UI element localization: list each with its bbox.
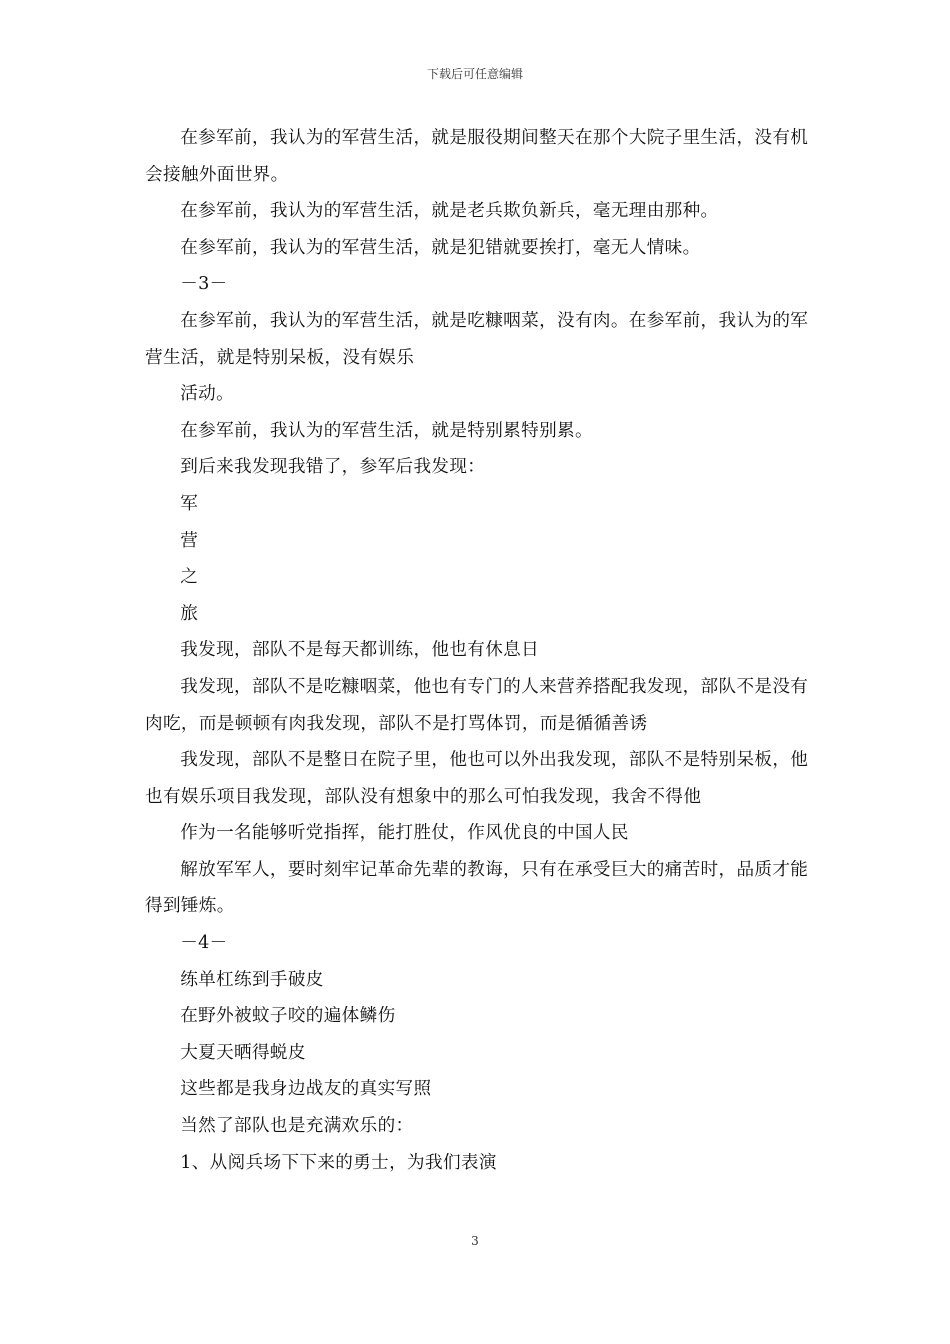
paragraph: 练单杠练到手破皮 [180,969,324,990]
paragraph: 作为一名能够听党指挥，能打胜仗，作风优良的中国人民 [180,823,629,844]
document-body [145,120,810,1181]
paragraph: 在参军前，我认为的军营生活，就是特别累特别累。 [180,420,593,441]
paragraph: 在参军前，我认为的军营生活，就是吃糠咽菜，没有肉。在参军前，我认为的军营生活，就是特别呆板，没有娱乐 [145,310,809,368]
paragraph: 我发现，部队不是整日在院子里，他也可以外出我发现，部队不是特别呆板，他也有娱乐项目我发现，部队没有想象中的那么可怕我发现，我舍不得他 [145,750,809,807]
vertical-title-char: 之 [180,567,199,588]
vertical-title-char: 旅 [180,603,199,624]
paragraph: 在野外被蚊子咬的遍体鳞伤 [180,1006,396,1027]
paragraph: 大夏天晒得蜕皮 [180,1042,306,1063]
paragraph: 我发现，部队不是每天都训练，他也有休息日 [180,640,540,661]
paragraph: 在参军前，我认为的军营生活，就是老兵欺负新兵，毫无理由那种。 [180,201,719,222]
paragraph: 在参军前，我认为的军营生活，就是犯错就要挨打，毫无人情味。 [180,237,701,258]
paragraph: 我发现，部队不是吃糠咽菜，他也有专门的人来营养搭配我发现，部队不是没有肉吃，而是顿顿有肉我发现，部队不是打骂体罚，而是循循善诱 [145,676,809,734]
paragraph: 在参军前，我认为的军营生活，就是服役期间整天在那个大院子里生活，没有机会接触外面世界。 [145,128,809,185]
paragraph: 解放军军人，要时刻牢记革命先辈的教诲，只有在承受巨大的痛苦时，品质才能得到锤炼。 [145,859,809,917]
page-header: 下载后可任意编辑 [426,67,523,81]
paragraph: 这些都是我身边战友的真实写照 [180,1079,432,1100]
paragraph: 1、从阅兵场下下来的勇士，为我们表演 [180,1152,497,1173]
paragraph: 到后来我发现我错了，参军后我发现： [180,457,486,478]
vertical-title-char: 营 [180,530,199,551]
section-marker: －3－ [180,274,228,295]
vertical-title-char: 军 [180,493,199,514]
section-marker: －4－ [180,933,228,954]
paragraph: 活动。 [180,384,235,405]
page-number: 3 [471,1234,479,1248]
paragraph: 当然了部队也是充满欢乐的： [180,1116,414,1137]
